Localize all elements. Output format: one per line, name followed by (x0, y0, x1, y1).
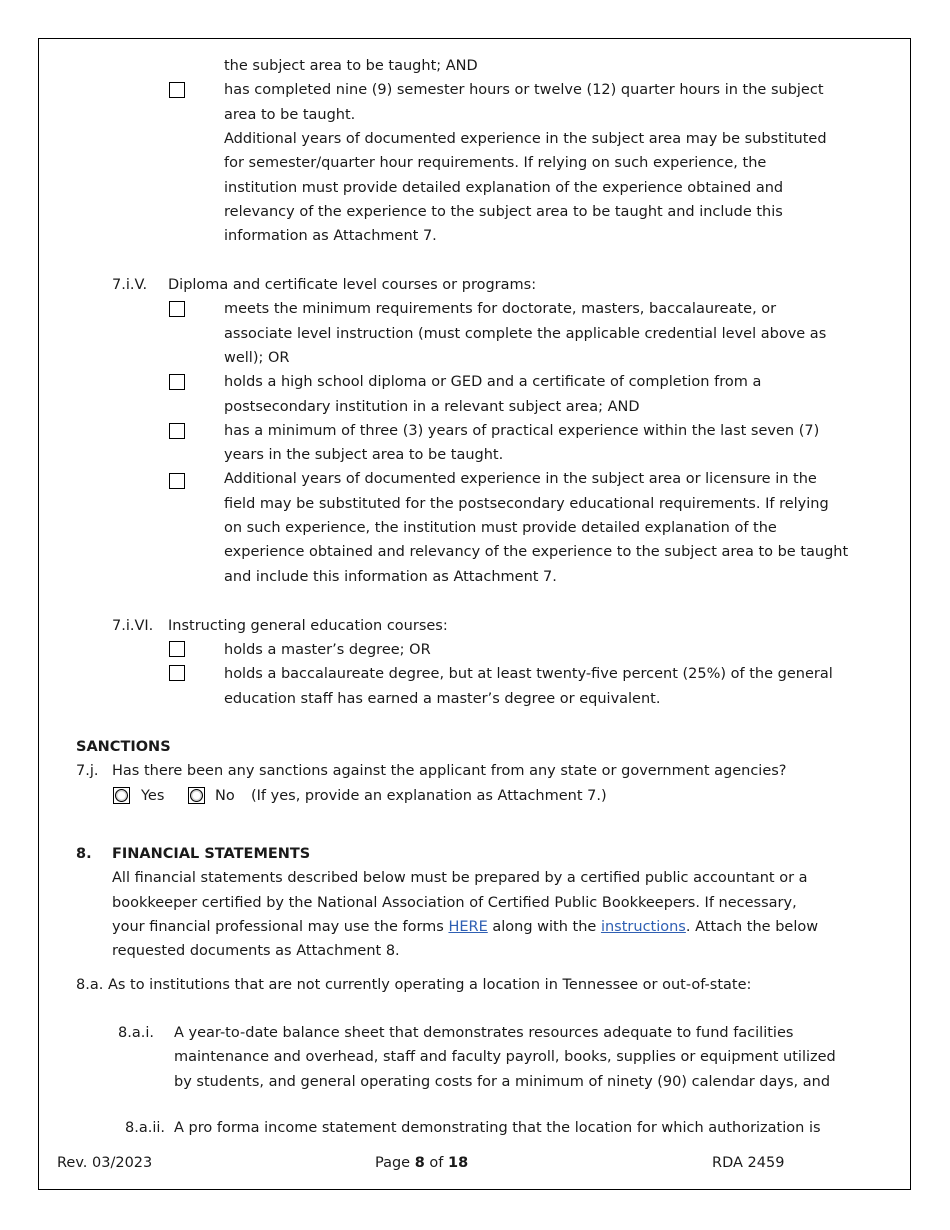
option-text: meets the minimum requirements for doctorate, masters, baccalaureate, or (224, 301, 777, 317)
radio-yes-label: Yes (141, 788, 165, 804)
option-text: education staff has earned a master’s degree or equivalent. (224, 691, 661, 707)
checkbox-meets-minimum[interactable] (169, 301, 185, 317)
footer-form-id: RDA 2459 (712, 1155, 785, 1171)
option-text: years in the subject area to be taught. (224, 447, 504, 463)
section-number-8ai: 8.a.i. (118, 1025, 154, 1041)
radio-yes[interactable] (113, 787, 130, 804)
option-text: Additional years of documented experience in the subject area or licensure in the (224, 471, 817, 487)
link-here[interactable]: HERE (448, 919, 488, 935)
checkbox-masters-degree[interactable] (169, 641, 185, 657)
checkbox-high-school-diploma[interactable] (169, 374, 185, 390)
option-text: holds a baccalaureate degree, but at least twenty-five percent (25%) of the general (224, 666, 833, 682)
footer-revision: Rev. 03/2023 (57, 1155, 153, 1171)
section-8ai-text: by students, and general operating costs for a minimum of ninety (90) calendar days, and (174, 1074, 831, 1090)
section-8aii-text: A pro forma income statement demonstrating that the location for which authorization is (174, 1120, 821, 1136)
option-text: postsecondary institution in a relevant subject area; AND (224, 399, 640, 415)
radio-no-label: No (215, 788, 235, 804)
checkbox-additional-experience[interactable] (169, 473, 185, 489)
sanctions-note: (If yes, provide an explanation as Attachment 7.) (251, 788, 607, 804)
continued-line: area to be taught. (224, 107, 356, 123)
checkbox-practical-experience[interactable] (169, 423, 185, 439)
section-number-7iV: 7.i.V. (112, 277, 148, 293)
section-8ai-text: A year-to-date balance sheet that demonstrates resources adequate to fund facilities (174, 1025, 794, 1041)
option-text: associate level instruction (must complete the applicable credential level above as (224, 326, 827, 342)
option-text: and include this information as Attachment 7. (224, 569, 557, 585)
financial-text-links: your financial professional may use the forms HERE along with the instructions. Attach the below (112, 919, 819, 935)
continued-line: information as Attachment 7. (224, 228, 437, 244)
section-number-7iVI: 7.i.VI. (112, 618, 154, 634)
financial-text: bookkeeper certified by the National Association of Certified Public Bookkeepers. If necessary, (112, 895, 797, 911)
option-text: experience obtained and relevancy of the experience to the subject area to be taught (224, 544, 849, 560)
continued-line: has completed nine (9) semester hours or twelve (12) quarter hours in the subject (224, 82, 824, 98)
link-instructions[interactable]: instructions (600, 919, 686, 935)
continued-line: institution must provide detailed explanation of the experience obtained and (224, 180, 784, 196)
financial-title: FINANCIAL STATEMENTS (112, 846, 311, 862)
option-text: field may be substituted for the postsecondary educational requirements. If relying (224, 496, 829, 512)
financial-text: All financial statements described below must be prepared by a certified public accountant or a (112, 870, 808, 886)
sanctions-title: SANCTIONS (76, 739, 171, 755)
option-text: well); OR (224, 350, 290, 366)
option-text: holds a high school diploma or GED and a certificate of completion from a (224, 374, 762, 390)
continued-line: the subject area to be taught; AND (224, 58, 478, 74)
section-8a: 8.a. As to institutions that are not currently operating a location in Tennessee or out-of-state: (76, 977, 752, 993)
section-heading-7iV: Diploma and certificate level courses or programs: (168, 277, 537, 293)
section-number-8aii: 8.a.ii. (125, 1120, 165, 1136)
option-text: holds a master’s degree; OR (224, 642, 431, 658)
sanctions-number: 7.j. (76, 763, 99, 779)
option-text: on such experience, the institution must provide detailed explanation of the (224, 520, 777, 536)
continued-line: Additional years of documented experience in the subject area may be substituted (224, 131, 827, 147)
continued-line: for semester/quarter hour requirements. If relying on such experience, the (224, 155, 767, 171)
radio-no[interactable] (188, 787, 205, 804)
section-8ai-text: maintenance and overhead, staff and faculty payroll, books, supplies or equipment utilized (174, 1049, 836, 1065)
checkbox-semester-hours[interactable] (169, 82, 185, 98)
section-number-8: 8. (76, 846, 92, 862)
continued-line: relevancy of the experience to the subject area to be taught and include this (224, 204, 783, 220)
financial-text: requested documents as Attachment 8. (112, 943, 400, 959)
option-text: has a minimum of three (3) years of practical experience within the last seven (7) (224, 423, 820, 439)
checkbox-baccalaureate-degree[interactable] (169, 665, 185, 681)
sanctions-question: Has there been any sanctions against the applicant from any state or government agencies? (112, 763, 787, 779)
footer-page-number: Page 8 of 18 (375, 1155, 469, 1171)
section-heading-7iVI: Instructing general education courses: (168, 618, 448, 634)
